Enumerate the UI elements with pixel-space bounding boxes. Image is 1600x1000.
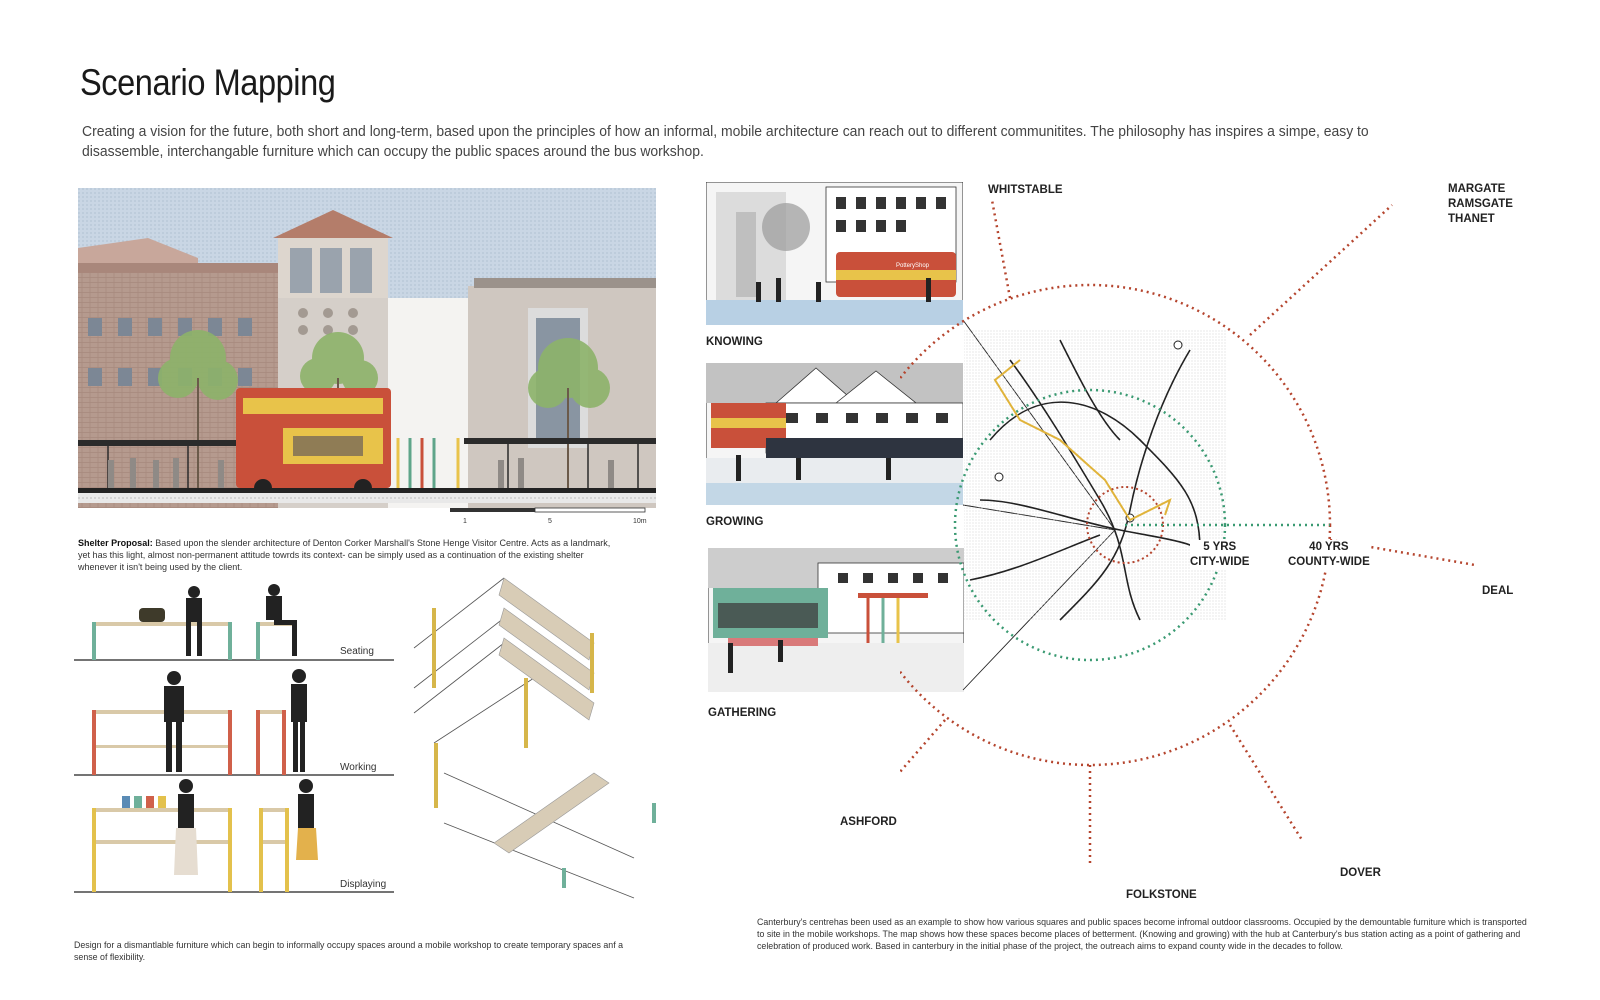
map-caption: Canterbury's centrehas been used as an example to show how various squares and public spaces become infromal outdoor classrooms. Occupied by the demountable furniture which is transported to site in the mobile workshops. The map shows how these spaces become places of betterment. (Knowing and growing) with the hub at Canterbury's bus station acting as a point of gathering and celebration of produced work. Based in canterbury in the initial phase of the project, the outreach aims to expand county wide in the decades to follow.	[757, 917, 1527, 952]
use-label-seating: Seating	[340, 646, 374, 657]
use-label-working: Working	[340, 762, 377, 773]
bus-sign: PotteryShop	[896, 263, 930, 269]
scenario-label-knowing: KNOWING	[706, 336, 763, 348]
scenario-label-gathering: GATHERING	[708, 707, 777, 719]
shelter-caption-title: Shelter Proposal:	[78, 538, 153, 549]
furniture-uses-illustration	[74, 570, 404, 920]
ring-label-5yrs-line1: 5 YRS	[1203, 541, 1237, 553]
place-margate: MARGATE	[1448, 183, 1506, 195]
ring-label-5yrs	[1190, 540, 1249, 570]
ring-label-40yrs	[1288, 540, 1370, 570]
scale-label-1: 1	[463, 518, 467, 525]
place-dover: DOVER	[1340, 867, 1381, 879]
place-thanet: THANET	[1448, 213, 1495, 225]
scale-label-10m: 10m	[633, 518, 647, 525]
ring-label-40yrs-line2: COUNTY-WIDE	[1288, 556, 1370, 568]
place-ramsgate: RAMSGATE	[1448, 198, 1513, 210]
intro-paragraph: Creating a vision for the future, both short and long-term, based upon the principles of how an informal, mobile architecture can reach out to different communitites. The philosophy has inspires a simpe, easy to disassemble, interchangable furniture which can occupy the public spaces around the bus workshop.	[82, 123, 1369, 160]
street-elevation-illustration	[78, 188, 656, 528]
ring-label-40yrs-line1: 40 YRS	[1309, 541, 1349, 553]
ring-label-5yrs-line2: CITY-WIDE	[1190, 556, 1250, 568]
place-folkstone: FOLKSTONE	[1126, 889, 1197, 901]
scale-label-5: 5	[548, 518, 552, 525]
furniture-caption: Design for a dismantlable furniture which can begin to informally occupy spaces around a mobile workshop to create temporary spaces anf a sense of flexibility.	[74, 940, 624, 963]
page-title: Scenario Mapping	[80, 62, 336, 103]
place-ashford: ASHFORD	[840, 816, 897, 828]
place-whitstable: WHITSTABLE	[988, 184, 1063, 196]
place-deal: DEAL	[1482, 585, 1514, 597]
place-margate-group	[1448, 182, 1513, 227]
shelter-caption-text: Based upon the slender architecture of Denton Corker Marshall's Stone Henge Visitor Centre. Acts as a landmark, yet has this light, almost non-permanent attitude towrds its context- can be simply used as a continuation of the existing shelter whenever it isn't being used by the client.	[78, 538, 611, 573]
use-label-displaying: Displaying	[340, 879, 387, 890]
scenario-label-growing: GROWING	[706, 516, 764, 528]
furniture-exploded-axonometric	[404, 568, 674, 918]
